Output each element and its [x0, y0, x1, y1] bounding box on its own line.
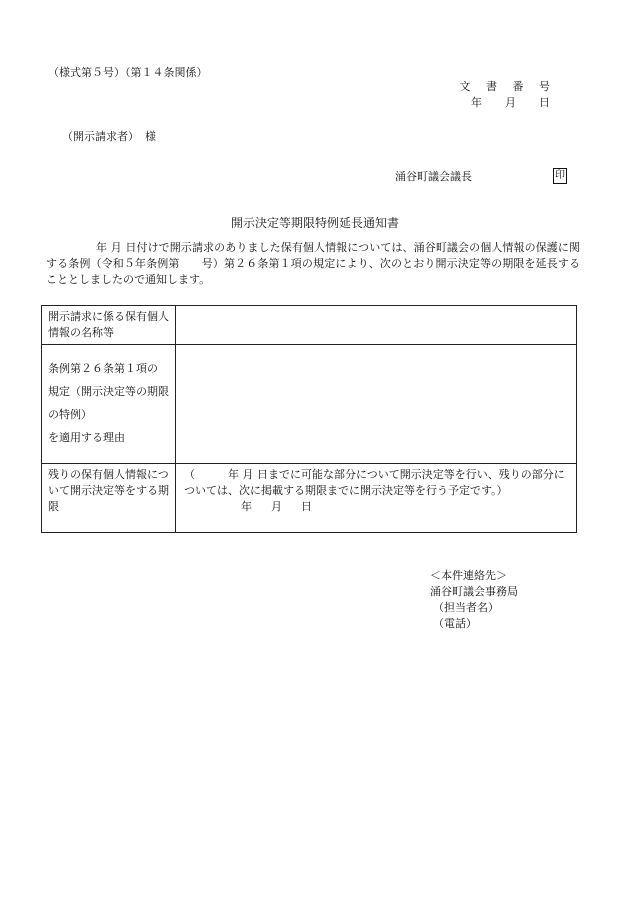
reason-label-line: 規定（開示決定等の期限 [48, 385, 169, 398]
contact-person: （担当者名） [433, 601, 499, 614]
name-label: 開示請求に係る保有個人情報の名称等 [42, 306, 176, 345]
table-row [42, 464, 577, 533]
body-paragraph [46, 240, 580, 288]
recipient-name: （開示請求者） [62, 130, 139, 143]
seal-stamp: 印 [553, 168, 567, 184]
recipient-honorific: 様 [145, 130, 156, 143]
document-number: 文 書 番 号 [459, 80, 556, 93]
sender-title: 涌谷町議会議長 [395, 170, 472, 183]
remaining-value [176, 464, 577, 533]
document-date: 年 月 日 [471, 96, 556, 109]
remaining-deadline: 年 月 日 [241, 500, 316, 513]
contact-block [430, 568, 518, 632]
document-title: 開示決定等期限特例延長通知書 [230, 216, 399, 230]
contact-office: 涌谷町議会事務局 [430, 585, 518, 598]
recipient-line [62, 130, 156, 144]
remaining-text: （ 年 月 日までに可能な部分について開示決定等を行い、残りの部分については、次に掲載する期限までに開示決定等を行う予定です。） [184, 468, 565, 497]
reason-label-line: を適用する理由 [48, 431, 125, 444]
table-row [42, 345, 577, 464]
body-intro: 年 月 日付けで開示請求のありました保有個人情報については、涌谷町議会の個人情報の保護に関する条例（令和５年条例第 号）第２６条第１項の規定により、次のとおり開示決定等の期限を延長することとしましたので通知します。 [46, 241, 580, 286]
remaining-label: 残りの保有個人情報について開示決定等をする期限 [42, 464, 176, 533]
info-table [41, 305, 577, 533]
reason-label-line: の特例） [48, 408, 92, 421]
name-value [176, 306, 577, 345]
contact-heading: ＜本件連絡先＞ [430, 569, 507, 582]
reason-label [42, 345, 176, 464]
form-number: （様式第５号）（第１４条関係） [48, 66, 208, 79]
contact-phone: （電話） [433, 617, 477, 630]
reason-value [176, 345, 577, 464]
table-row [42, 306, 577, 345]
reason-label-line: 条例第２６条第１項の [48, 362, 158, 375]
